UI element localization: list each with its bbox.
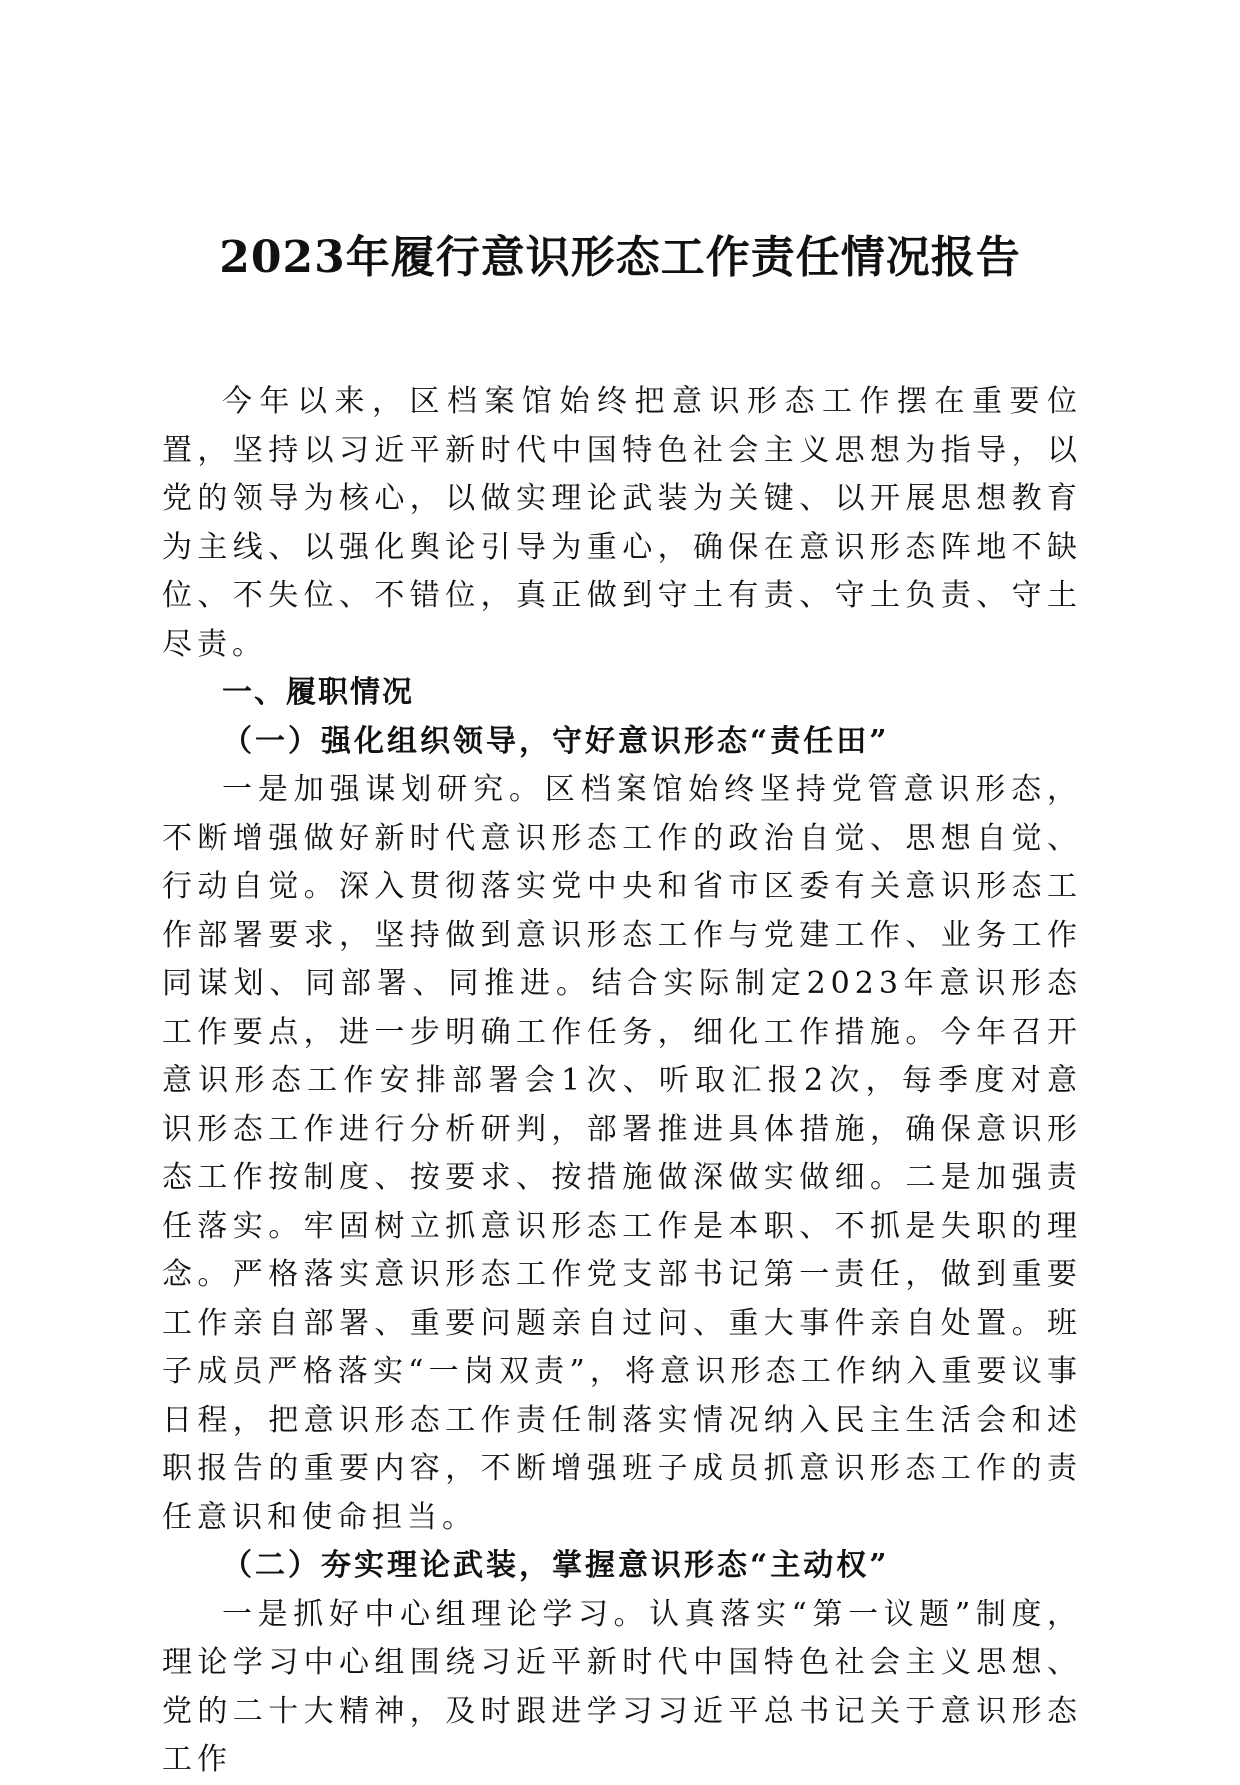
intro-paragraph: 今年以来，区档案馆始终把意识形态工作摆在重要位置，坚持以习近平新时代中国特色社会主义思想为指导，以党的领导为核心，以做实理论武装为关键、以开展思想教育为主线、以强化舆论引导为重心，确保在意识形态阵地不缺位、不失位、不错位，真正做到守土有责、守土负责、守土尽责。 — [162, 384, 1082, 662]
subsection-1-paragraph: 一是加强谋划研究。区档案馆始终坚持党管意识形态，不断增强做好新时代意识形态工作的政治自觉、思想自觉、行动自觉。深入贯彻落实党中央和省市区委有关意识形态工作部署要求，坚持做到意识形态工作与党建工作、业务工作同谋划、同部署、同推进。结合实际制定2023年意识形态工作要点，进一步明确工作任务，细化工作措施。今年召开意识形态工作安排部署会1次、听取汇报2次，每季度对意识形态工作进行分析研判，部署推进具体措施，确保意识形态工作按制度、按要求、按措施做深做实做细。二是加强责任落实。牢固树立抓意识形态工作是本职、不抓是失职的理念。严格落实意识形态工作党支部书记第一责任，做到重要工作亲自部署、重要问题亲自过问、重大事件亲自处置。班子成员严格落实“一岗双责”，将意识形态工作纳入重要议事日程，把意识形态工作责任制落实情况纳入民主生活会和述职报告的重要内容，不断增强班子成员抓意识形态工作的责任意识和使命担当。 — [162, 772, 1082, 1535]
subsection-2-paragraph: 一是抓好中心组理论学习。认真落实“第一议题”制度，理论学习中心组围绕习近平新时代中国特色社会主义思想、党的二十大精神，及时跟进学习习近平总书记关于意识形态工作 — [162, 1596, 1082, 1777]
document-title: 2023年履行意识形态工作责任情况报告 — [219, 232, 1021, 283]
section-heading-1: 一、履职情况 — [222, 675, 414, 710]
document-body — [162, 378, 1082, 1785]
subsection-heading-2: （二）夯实理论武装，掌握意识形态“主动权” — [222, 1548, 890, 1583]
subsection-heading-1: （一）强化组织领导，守好意识形态“责任田” — [222, 723, 890, 759]
